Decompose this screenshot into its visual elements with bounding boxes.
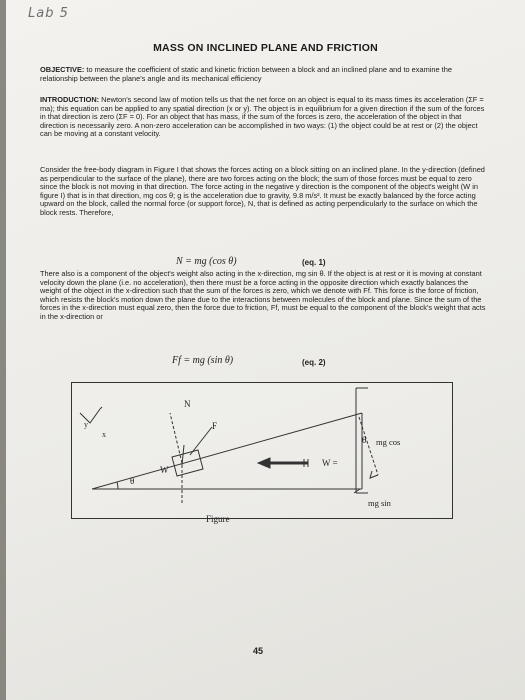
equation-1: N = mg (cos θ) [176,256,237,267]
friction-paragraph [40,270,488,322]
weight-label: W [160,465,169,475]
mg-sin-label: mg sin [368,498,391,508]
weight-equals-label: W = [322,458,338,468]
equation-2: Ff = mg (sin θ) [172,355,234,366]
objective-text: to measure the coefficient of static and kinetic friction between a block and an inclined plane and to examine the relationship between the plane's angle and its mechanical efficiency [40,65,452,83]
figure-caption: Figure [206,514,230,524]
friction-label: F [212,421,218,431]
normal-label: N [184,399,191,409]
introduction-label: INTRODUCTION: [40,95,100,104]
theta-left-label: θ [130,476,135,486]
friction-force-arrow [190,427,212,455]
document-page [6,0,525,700]
handwritten-lab-label: Lab 5 [28,6,69,21]
free-body-diagram [72,383,452,518]
axes-sketch [80,409,100,423]
page-number: 45 [253,646,264,656]
free-body-text: Consider the free-body diagram in Figure I that shows the forces acting on a block sitting on an inclined plane. In the y-direction (defined as perpendicular to the surface of the plane), there are two forces acting on the block; the sum of those forces must be equal to zero since the block is not moving in that direction. The force acting in the negative y direction is the component of the object's weight (W in figure I) that is in that direction, mg cos θ; g is the acceleration due to gravity, 9.8 m/s². It must be exactly balanced by the force acting upward on the block, called the normal force (or support force), N, that is defined as acting perpendicularly to the surface on which the block rests. Therefore, [40,165,485,217]
figure-frame [71,382,453,519]
objective-label: OBJECTIVE: [40,65,85,74]
mg-cos-label: mg cos [376,437,401,447]
page-title: MASS ON INCLINED PLANE AND FRICTION [153,42,378,54]
block-shape [172,450,203,476]
introduction-text: Newton's second law of motion tells us that the net force on an object is equal to its mass times its acceleration (ΣF = ma); this equation can be applied to any spatial direction (x or y). The object is in equilibrium for a given direction if the sum of the forces in that direction is zero (ΣF = 0). For an object that has mass, if the sum of the forces is zero, the acceleration of the object in that direction is necessarily zero. A non-zero acceleration can be accomplished in two ways: (1) the object could be at rest or (2) the object can be moving at a constant velocity. [40,95,485,139]
introduction-paragraph [40,96,488,139]
free-body-paragraph [40,166,488,218]
x-axis-label: x [102,430,106,439]
theta-right-label: θ [362,435,367,445]
friction-text: There also is a component of the object's weight also acting in the x-direction, mg sin θ. If the object is at rest or it is moving at constant velocity down the plane (i.e. no acceleration), then there must be a force acting in the opposite direction which exactly balances the weight of the object in the x-direction such that the sum of the forces is zero, which we denote with Ff. This force is the force of friction, which resists the block's motion down the plane due to the interactions between molecules of the block and plane. Since the sum of the forces in the x-direction must equal zero, then the force due to friction, Ff, must be equal to the component of the block's weight that acts in the x-direction or [40,269,486,321]
y-axis-label: y [84,420,88,429]
equation-2-label: (eq. 2) [302,358,326,367]
objective-paragraph [40,66,490,83]
equation-1-label: (eq. 1) [302,258,326,267]
